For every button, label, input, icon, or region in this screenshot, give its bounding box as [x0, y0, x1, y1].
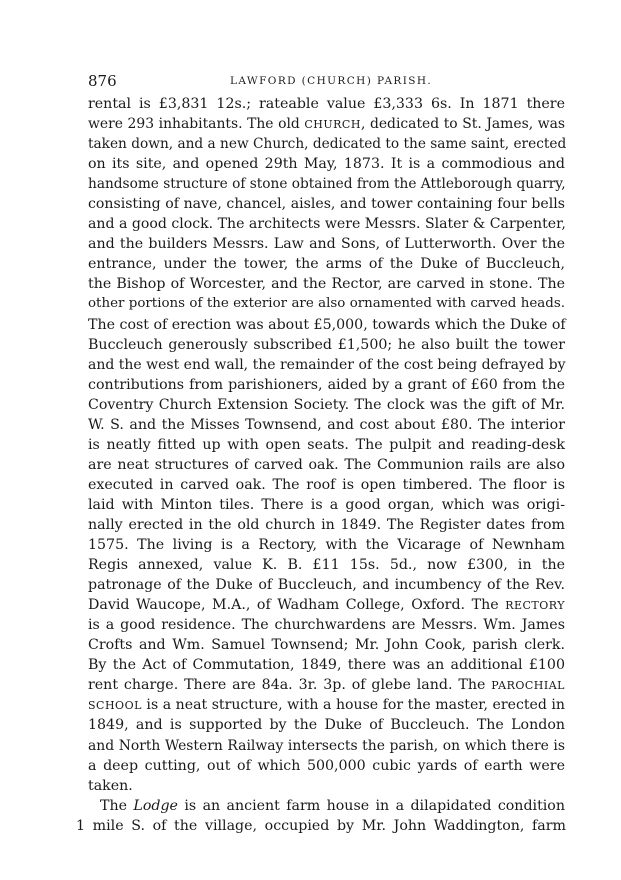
text-segment: a deep cutting, out of which 500,000 cubic yards of earth were: [88, 757, 565, 774]
text-segment: 1849, and is supported by the Duke of Buccleuch. The London: [88, 717, 565, 734]
text-line: [88, 575, 565, 595]
text-segment: David Waucope, M.A., of Wadham College, Oxford. The: [88, 597, 506, 614]
text-segment: handsome structure of stone obtained from the Attleborough quarry,: [88, 176, 566, 193]
small-caps-term: SCHOOL: [88, 699, 142, 713]
text-line: [88, 435, 565, 455]
text-segment: the Bishop of Worcester, and the Rector, are carved in stone. The: [88, 276, 565, 293]
text-segment: are neat structures of carved oak. The Communion rails are also: [88, 456, 565, 473]
text-line: [88, 395, 565, 415]
text-segment: rental is £3,831 12s.; rateable value £3,333 6s. In 1871 there: [88, 96, 565, 112]
text-segment: other portions of the exterior are also ornamented with carved heads.: [88, 296, 565, 312]
text-line: [88, 695, 565, 715]
small-caps-term: RECTORY: [505, 599, 565, 613]
text-segment: 1575. The living is a Rectory, with the Vicarage of Newnham: [88, 537, 565, 554]
text-line: [88, 194, 565, 214]
small-caps-term: CHURCH: [304, 118, 361, 132]
text-segment: laid with Minton tiles. There is a good organ, which was origi-: [88, 496, 565, 513]
text-line: [88, 294, 565, 314]
text-segment: taken.: [88, 777, 133, 794]
text-line: [88, 756, 565, 776]
text-line: [88, 736, 565, 756]
text-line: [88, 615, 565, 635]
text-segment: and North Western Railway intersects the parish, on which there is: [88, 737, 565, 754]
text-line: [88, 796, 565, 816]
text-segment: entrance, under the tower, the arms of the Duke of Buccleuch,: [88, 256, 565, 273]
text-line: [88, 535, 565, 555]
text-segment: 1 mile S. of the village, occupied by Mr. John Waddington, farm: [76, 817, 566, 834]
text-segment: executed in carved oak. The roof is open timbered. The floor is: [88, 476, 565, 493]
text-segment: consisting of nave, chancel, aisles, and tower containing four bells: [88, 196, 565, 213]
text-line: [88, 595, 565, 615]
text-segment: and a good clock. The architects were Messrs. Slater & Carpenter,: [88, 216, 566, 233]
text-segment: Crofts and Wm. Samuel Townsend; Mr. John Cook, parish clerk.: [88, 637, 565, 654]
running-title: LAWFORD (CHURCH) PARISH.: [230, 75, 433, 87]
text-segment: and the west end wall, the remainder of the cost being defrayed by: [88, 356, 566, 373]
text-segment: were 293 inhabitants. The old: [88, 116, 305, 133]
text-line: [88, 475, 565, 495]
text-segment: By the Act of Commutation, 1849, there was an additional £100: [88, 657, 565, 674]
text-line: [76, 816, 566, 836]
text-line: [88, 335, 565, 355]
text-line: [88, 355, 565, 375]
text-line: [88, 274, 565, 294]
text-segment: and the builders Messrs. Law and Sons, of Lutterworth. Over the: [88, 236, 565, 253]
text-line: [88, 315, 565, 335]
text-line: [88, 776, 565, 796]
text-segment: patronage of the Duke of Buccleuch, and incumbency of the Rev.: [88, 577, 565, 594]
text-segment: taken down, and a new Church, dedicated to the same saint, erected: [88, 136, 567, 153]
text-line: [88, 415, 565, 435]
text-segment: , dedicated to St. James, was: [360, 116, 565, 133]
text-segment: is an ancient farm house in a dilapidated condition: [177, 797, 565, 814]
text-line: [88, 495, 565, 515]
text-segment: W. S. and the Misses Townsend, and cost about £80. The interior: [88, 416, 565, 433]
text-segment: is neatly fitted up with open seats. The pulpit and reading-desk: [88, 436, 565, 453]
text-line: [88, 515, 565, 535]
page-number: 876: [88, 72, 117, 90]
text-segment: is a good residence. The churchwardens are Messrs. Wm. James: [88, 617, 565, 634]
text-line: [88, 555, 565, 575]
text-line: [88, 375, 565, 395]
text-line: [88, 154, 565, 174]
text-segment: The: [100, 797, 134, 814]
text-line: [88, 134, 565, 154]
text-line: [88, 234, 565, 254]
text-segment: Regis annexed, value K. B. £11 15s. 5d., now £300, in the: [88, 557, 565, 574]
text-line: [88, 455, 565, 475]
text-segment: Buccleuch generously subscribed £1,500; he also built the tower: [88, 336, 565, 353]
text-line: [88, 94, 565, 114]
italic-term: Lodge: [133, 797, 178, 814]
text-segment: rent charge. There are 84a. 3r. 3p. of glebe land. The: [88, 677, 492, 694]
text-segment: contributions from parishioners, aided by a grant of £60 from the: [88, 376, 565, 393]
text-line: [88, 114, 565, 134]
text-line: [88, 675, 565, 695]
text-segment: The cost of erection was about £5,000, towards which the Duke of: [88, 316, 566, 333]
text-segment: on its site, and opened 29th May, 1873. It is a commodious and: [88, 156, 565, 173]
text-segment: nally erected in the old church in 1849. The Register dates from: [88, 516, 565, 533]
text-line: [88, 174, 565, 194]
body-text: [76, 94, 567, 836]
text-line: [88, 635, 565, 655]
text-line: [88, 655, 565, 675]
text-line: [88, 214, 565, 234]
small-caps-term: PAROCHIAL: [491, 679, 565, 693]
text-segment: is a neat structure, with a house for the master, erected in: [141, 697, 565, 714]
text-line: [88, 715, 565, 735]
text-line: [88, 254, 565, 274]
page-header: [88, 72, 568, 92]
text-segment: Coventry Church Extension Society. The clock was the gift of Mr.: [88, 396, 565, 413]
